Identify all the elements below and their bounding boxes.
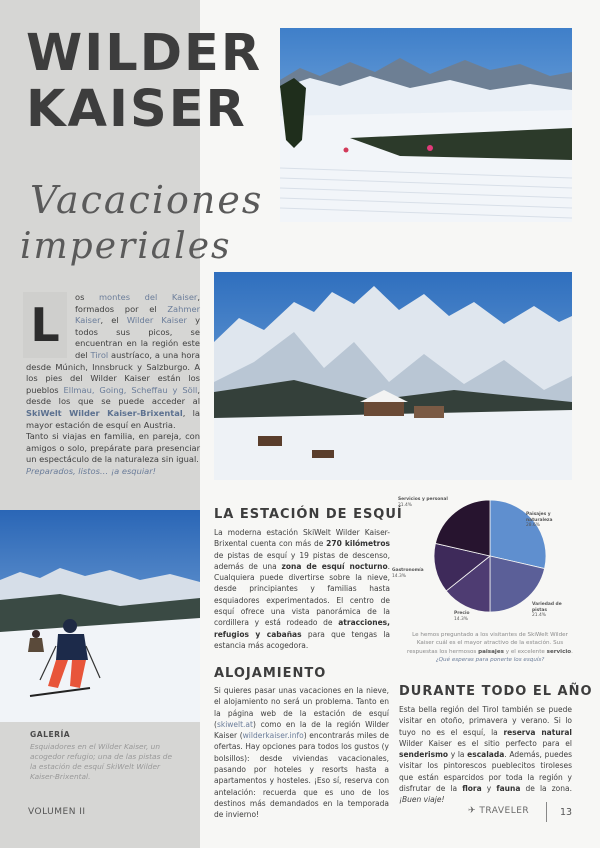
- intro-link-wilder: Wilder Kaiser: [126, 315, 187, 326]
- gallery-text: Esquiadores en el Wilder Kaiser, un acogedor refugio; una de las pistas de la estación de esquí SkiWelt Wilder Kaiser-Brixental.: [30, 742, 173, 781]
- alojamiento-body: Si quieres pasar unas vacaciones en la nieve, el alojamiento no será un problema. Tanto en la página web de la estación de esquí (skiwelt.at) como en la de la región Wilder Kaiser (wilderkaiser.info) encontrarás miles de ofertas. Hay opciones para todos los gustos (y bolsillos): desde viviendas vacacionales, pasando por hoteles y resorts hasta a apartamentos y hosteles. ¡Eso sí, reserva con antelación: recuerda que es uno de los destinos más demandados en la temporada de invierno!: [214, 686, 389, 820]
- estacion-body: La moderna estación SkiWelt Wilder Kaiser-Brixental cuenta con más de 270 kilómetros de pistas de esquí y 19 pistas de descenso, además de una zona de esquí nocturno. Cualquiera puede divertirse sobre la nieve, desde principiantes y familias hasta esquiadores experimentados. El centro de esquí ofrece una vista panorámica de la cordillera y está rodeado de atracciones, refugios y cabañas para que tengas la estancia más acogedora.: [214, 528, 391, 650]
- pie-label-precio: Precio 14.3%: [454, 611, 470, 622]
- photo-mountain-chalet: [214, 272, 572, 480]
- subtitle-line-2: imperiales: [20, 226, 232, 267]
- link-wilderkaiser[interactable]: wilderkaiser.info: [242, 731, 304, 741]
- subtitle-line-1: Vacaciones: [30, 178, 264, 222]
- page-title: [26, 26, 266, 138]
- intro-paragraph: L os montes del Kaiser, formados por el Zahmer Kaiser, el Wilder Kaiser y todos sus picos, se encuentran en la región este del Tirol austríaco, a una hora desde Múnich, Innsbruck y Salzburgo. A los pies del Wilder Kaiser están los pueblos Ellmau, Going, Scheffau y Söll, desde los que se puede acceder al SkiWelt Wilder Kaiser-Brixental, la mayor estación de esquí en Austria. Tanto si viajas en familia, en pareja, con amigos o solo, prepárate para presenciar un espectáculo de la naturaleza sin igual. Preparados, listos… ¡a esquiar!: [26, 292, 200, 478]
- title-line-2: KAISER: [26, 80, 247, 139]
- gallery-caption: [30, 730, 180, 782]
- heading-estacion: LA ESTACIÓN DE ESQUÍ: [214, 507, 403, 522]
- photo-ski-slope: [280, 28, 572, 222]
- title-line-1: WILDER: [26, 24, 263, 83]
- page-number: 13: [560, 807, 573, 818]
- heading-durante: DURANTE TODO EL AÑO: [399, 684, 593, 699]
- gallery-title: GALERÍA: [30, 730, 71, 739]
- footer-divider: [546, 802, 547, 822]
- pie-label-paisajes: Paisajes y naturaleza 28.6%: [526, 512, 553, 528]
- intro-link-tirol: Tirol: [90, 349, 109, 360]
- intro-link-montes: montes del Kaiser: [98, 292, 198, 302]
- footer-traveler: ✈ TRAVELER: [468, 806, 530, 816]
- drop-cap: L: [23, 292, 67, 358]
- intro-paragraph-2: Tanto si viajas en familia, en pareja, con amigos o solo, prepárate para presenciar un espectáculo de la naturaleza sin igual.: [26, 431, 200, 465]
- pie-label-servicios: Servicios y personal 21.4%: [398, 497, 448, 508]
- intro-link-pueblos: Ellmau, Going, Scheffau y Söll: [63, 384, 198, 395]
- photo-skier: [0, 510, 200, 722]
- intro-skiwelt: SkiWelt Wilder Kaiser-Brixental: [26, 407, 183, 418]
- durante-body: Esta bella región del Tirol también se puede visitar en otoño, primavera y verano. Si lo tuyo no es el esquí, la reserva natural Wilder Kaiser es el sitio perfecto para el senderismo y la escalada. Además, puedes visitar los pintorescos pueblecitos tiroleses que están esparcidos por toda la región y disfrutar de la flora y fauna de la zona. ¡Buen viaje!: [399, 705, 573, 805]
- pie-chart: [392, 494, 574, 622]
- pie-label-gastronomia: Gastronomía 14.3%: [392, 568, 424, 579]
- pie-label-variedad: Variedad de pistas 21.4%: [532, 602, 562, 618]
- chart-note: Le hemos preguntado a los visitantes de SkiWelt Wilder Kaiser cuál es el mayor atractivo de la estación. Sus respuestas los hermosos paisajes y el excelente servicio. ¿Qué esperas para ponerte los esquís?: [407, 632, 573, 663]
- intro-link-zahmer: Zahmer Kaiser: [75, 303, 200, 326]
- heading-alojamiento: ALOJAMIENTO: [214, 666, 327, 681]
- intro-closing: Preparados, listos… ¡a esquiar!: [26, 465, 156, 476]
- volume-label: VOLUMEN II: [28, 807, 86, 817]
- link-skiwelt[interactable]: skiwelt.at: [216, 719, 253, 729]
- airplane-icon: ✈: [468, 806, 477, 816]
